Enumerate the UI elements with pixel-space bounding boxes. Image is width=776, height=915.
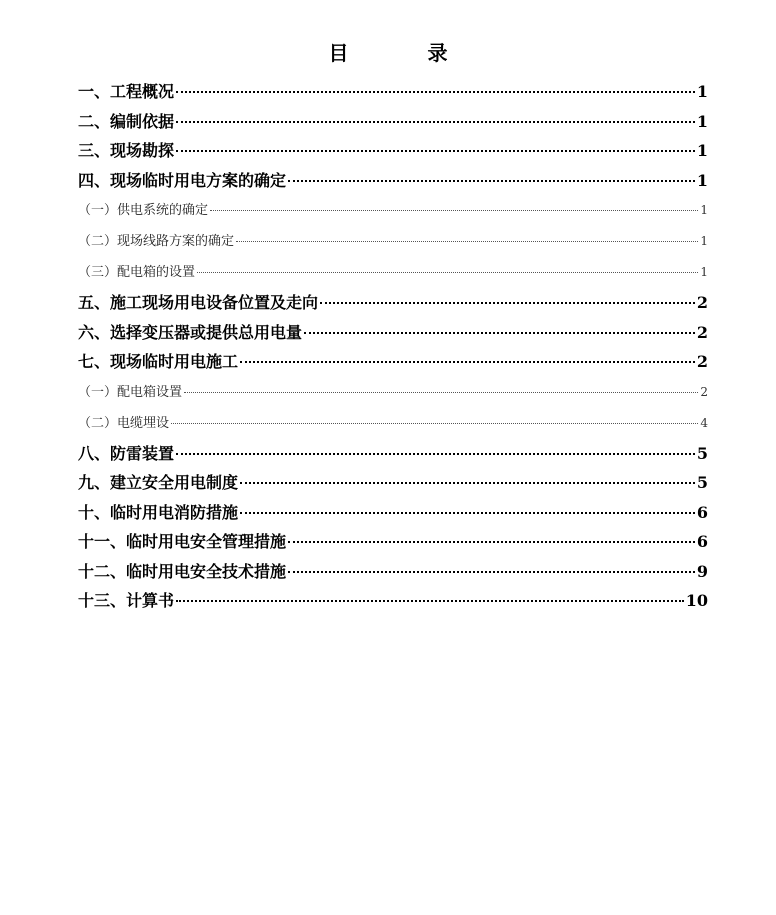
toc-entry[interactable] bbox=[78, 318, 708, 348]
toc-entry-page-number: 9 bbox=[696, 561, 708, 581]
toc-entry[interactable] bbox=[78, 498, 708, 528]
dot-leader bbox=[210, 209, 698, 211]
dot-leader bbox=[320, 301, 695, 304]
toc-entry-page-number: 5 bbox=[696, 443, 708, 463]
toc-entry-page-number: 5 bbox=[696, 473, 708, 492]
toc-entry[interactable] bbox=[78, 288, 708, 318]
toc-entry-page-number: 1 bbox=[696, 170, 708, 190]
toc-subentry[interactable] bbox=[78, 226, 708, 257]
dot-leader bbox=[176, 149, 695, 152]
toc-subentry-label: （一）供电系统的确定 bbox=[78, 203, 209, 218]
toc-entry[interactable] bbox=[78, 107, 708, 137]
toc-entry[interactable] bbox=[78, 439, 708, 469]
toc-entry-label: 一、工程概况 bbox=[78, 82, 175, 101]
toc-subentry-page-number: 1 bbox=[700, 234, 708, 248]
toc-entry-label: 七、现场临时用电施工 bbox=[78, 352, 239, 371]
dot-leader bbox=[171, 422, 698, 424]
toc-subentry-page-number: 4 bbox=[700, 415, 708, 430]
toc-entry-label: 十、临时用电消防措施 bbox=[78, 502, 239, 522]
toc-entry[interactable] bbox=[78, 166, 708, 196]
toc-entry[interactable] bbox=[78, 347, 708, 377]
toc-entry-page-number: 1 bbox=[696, 111, 708, 131]
toc-entry-page-number: 1 bbox=[696, 82, 708, 101]
dot-leader bbox=[176, 90, 695, 93]
toc-subentry[interactable] bbox=[78, 257, 708, 288]
toc-entry[interactable] bbox=[78, 527, 708, 557]
toc-entry-label: 八、防雷装置 bbox=[78, 443, 175, 463]
toc-entry-label: 十二、临时用电安全技术措施 bbox=[78, 561, 287, 581]
toc-entry[interactable] bbox=[78, 77, 708, 107]
dot-leader bbox=[240, 511, 695, 514]
dot-leader bbox=[240, 360, 695, 363]
dot-leader bbox=[240, 481, 695, 484]
toc-subentry-page-number: 1 bbox=[700, 265, 708, 279]
dot-leader bbox=[176, 452, 695, 455]
toc-entry[interactable] bbox=[78, 557, 708, 587]
dot-leader bbox=[197, 271, 698, 273]
toc-entry-page-number: 2 bbox=[696, 293, 708, 312]
toc-entry-label: 五、施工现场用电设备位置及走向 bbox=[78, 293, 319, 312]
toc-entry-page-number: 2 bbox=[696, 352, 708, 371]
toc-entry-page-number: 6 bbox=[696, 532, 708, 551]
toc-entry-page-number: 1 bbox=[696, 141, 708, 160]
toc-entry-label: 十三、计算书 bbox=[78, 591, 175, 610]
toc-entry[interactable] bbox=[78, 586, 708, 616]
toc-entry-label: 六、选择变压器或提供总用电量 bbox=[78, 322, 303, 342]
dot-leader bbox=[176, 599, 684, 602]
toc-title: 目 录 bbox=[328, 41, 484, 65]
dot-leader bbox=[288, 540, 695, 543]
toc-entry-label: 十一、临时用电安全管理措施 bbox=[78, 532, 287, 551]
toc-entry-label: 三、现场勘探 bbox=[78, 141, 175, 160]
toc-subentry[interactable] bbox=[78, 377, 708, 408]
dot-leader bbox=[288, 570, 695, 573]
dot-leader bbox=[184, 391, 698, 393]
toc-entry-label: 四、现场临时用电方案的确定 bbox=[78, 170, 287, 190]
toc-subentry[interactable] bbox=[78, 195, 708, 226]
toc-subentry-label: （二）现场线路方案的确定 bbox=[78, 234, 235, 249]
dot-leader bbox=[304, 331, 695, 334]
toc-subentry-label: （三）配电箱的设置 bbox=[78, 265, 196, 280]
dot-leader bbox=[288, 179, 695, 182]
dot-leader bbox=[236, 240, 698, 242]
toc-subentry-page-number: 2 bbox=[700, 384, 708, 399]
toc-entry[interactable] bbox=[78, 468, 708, 498]
toc-subentry-label: （一）配电箱设置 bbox=[78, 384, 183, 400]
toc-entry-label: 二、编制依据 bbox=[78, 111, 175, 131]
toc-entry[interactable] bbox=[78, 136, 708, 166]
toc-subentry-label: （二）电缆埋设 bbox=[78, 415, 170, 431]
toc-subentry-page-number: 1 bbox=[700, 203, 708, 217]
toc-entry-label: 九、建立安全用电制度 bbox=[78, 473, 239, 492]
table-of-contents bbox=[78, 77, 708, 616]
toc-subentry[interactable] bbox=[78, 408, 708, 439]
toc-entry-page-number: 6 bbox=[696, 502, 708, 522]
toc-entry-page-number: 10 bbox=[685, 591, 708, 610]
dot-leader bbox=[176, 120, 695, 123]
toc-entry-page-number: 2 bbox=[696, 322, 708, 342]
